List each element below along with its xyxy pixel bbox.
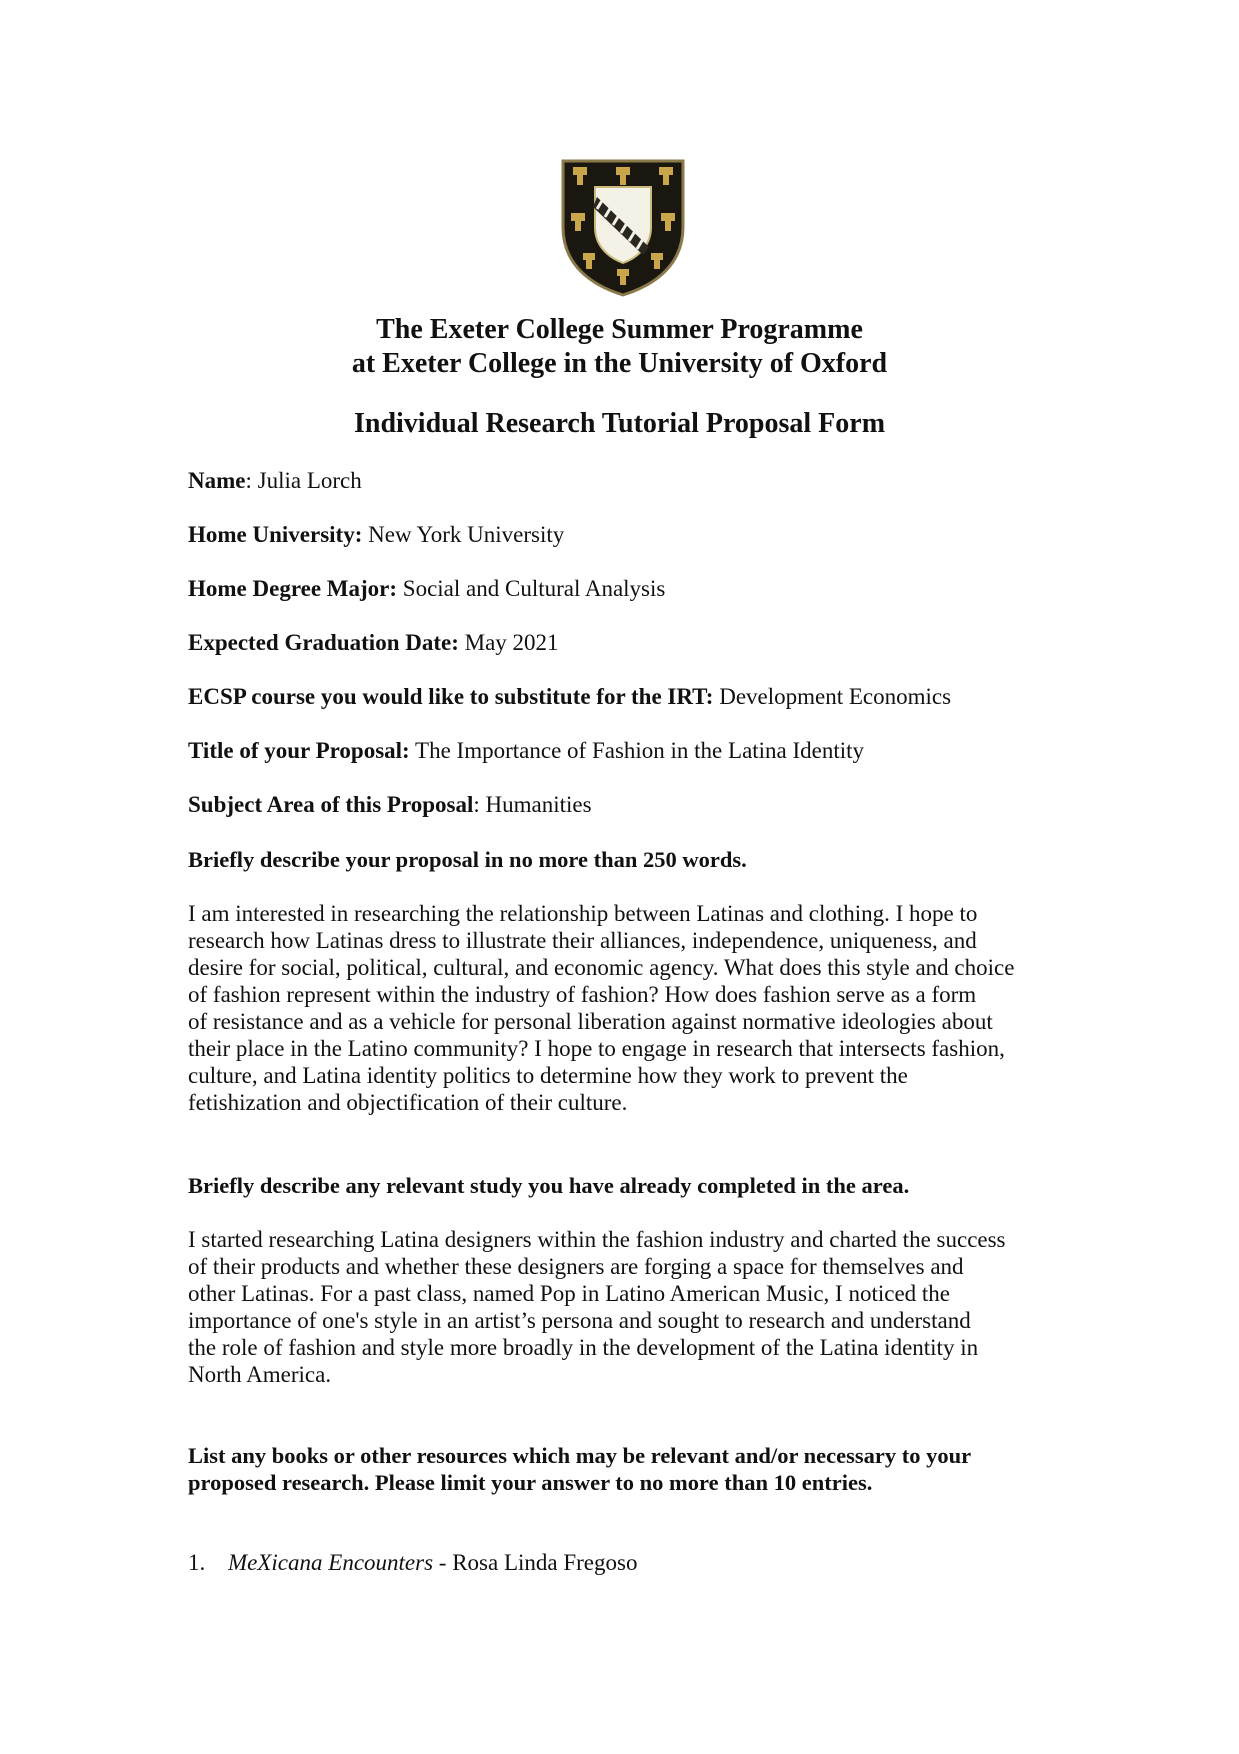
proposal-answer bbox=[188, 900, 1068, 1116]
field-value: The Importance of Fashion in the Latina Identity bbox=[415, 738, 865, 763]
question-line: proposed research. Please limit your answer to no more than 10 entries. bbox=[188, 1470, 873, 1495]
programme-subtitle: at Exeter College in the University of Oxford bbox=[351, 348, 888, 379]
field-separator: : bbox=[473, 792, 486, 817]
field-value: Development Economics bbox=[719, 684, 952, 709]
field-ecsp-course bbox=[188, 683, 951, 711]
answer-line: of resistance and as a vehicle for personal liberation against normative ideologies about bbox=[188, 1009, 993, 1034]
answer-line: of their products and whether these designers are forging a space for themselves and bbox=[188, 1254, 964, 1279]
form-title: Individual Research Tutorial Proposal Form bbox=[353, 408, 886, 439]
field-label: Name bbox=[188, 468, 246, 493]
field-subject-area bbox=[188, 791, 592, 819]
field-value: Julia Lorch bbox=[257, 468, 362, 493]
field-label: Subject Area of this Proposal bbox=[188, 792, 474, 817]
resources-question bbox=[188, 1442, 971, 1496]
answer-line: fetishization and objectification of their culture. bbox=[188, 1090, 628, 1115]
field-label: Title of your Proposal: bbox=[188, 738, 410, 763]
answer-line: the role of fashion and style more broadly in the development of the Latina identity in bbox=[188, 1335, 979, 1360]
field-label: ECSP course you would like to substitute for the IRT: bbox=[188, 684, 714, 709]
answer-line: I started researching Latina designers within the fashion industry and charted the success bbox=[188, 1227, 1006, 1252]
field-name bbox=[188, 467, 362, 495]
prior-study-question: Briefly describe any relevant study you have already completed in the area. bbox=[188, 1173, 910, 1198]
field-value: New York University bbox=[368, 522, 565, 547]
answer-line: other Latinas. For a past class, named Pop in Latino American Music, I noticed the bbox=[188, 1281, 951, 1306]
field-home-degree-major bbox=[188, 575, 665, 603]
answer-line: culture, and Latina identity politics to determine how they work to prevent the bbox=[188, 1063, 908, 1088]
reference-item bbox=[188, 1549, 637, 1577]
field-graduation-date bbox=[188, 629, 559, 657]
programme-title: The Exeter College Summer Programme bbox=[376, 314, 863, 345]
answer-line: of fashion represent within the industry of fashion? How does fashion serve as a form bbox=[188, 982, 977, 1007]
field-label: Expected Graduation Date: bbox=[188, 630, 459, 655]
proposal-question: Briefly describe your proposal in no more than 250 words. bbox=[188, 847, 747, 872]
answer-line: their place in the Latino community? I hope to engage in research that intersects fashion, bbox=[188, 1036, 1005, 1061]
field-value: May 2021 bbox=[464, 630, 559, 655]
question-line: List any books or other resources which may be relevant and/or necessary to your bbox=[188, 1443, 972, 1468]
field-separator: : bbox=[245, 468, 258, 493]
answer-line: importance of one's style in an artist’s persona and sought to research and understand bbox=[188, 1308, 971, 1333]
field-label: Home Degree Major: bbox=[188, 576, 398, 601]
reference-number: 1. bbox=[188, 1550, 206, 1575]
field-value: Humanities bbox=[485, 792, 592, 817]
answer-line: North America. bbox=[188, 1362, 332, 1387]
exeter-college-crest-icon bbox=[559, 157, 687, 297]
field-proposal-title bbox=[188, 737, 864, 765]
prior-study-answer bbox=[188, 1226, 1068, 1388]
field-value: Social and Cultural Analysis bbox=[402, 576, 666, 601]
answer-line: desire for social, political, cultural, and economic agency. What does this style and choice bbox=[188, 955, 1015, 980]
answer-line: I am interested in researching the relationship between Latinas and clothing. I hope to bbox=[188, 901, 978, 926]
answer-line: research how Latinas dress to illustrate their alliances, independence, uniqueness, and bbox=[188, 928, 977, 953]
field-label: Home University: bbox=[188, 522, 363, 547]
field-home-university bbox=[188, 521, 564, 549]
reference-author: - Rosa Linda Fregoso bbox=[433, 1550, 638, 1575]
reference-title: MeXicana Encounters bbox=[228, 1550, 434, 1575]
